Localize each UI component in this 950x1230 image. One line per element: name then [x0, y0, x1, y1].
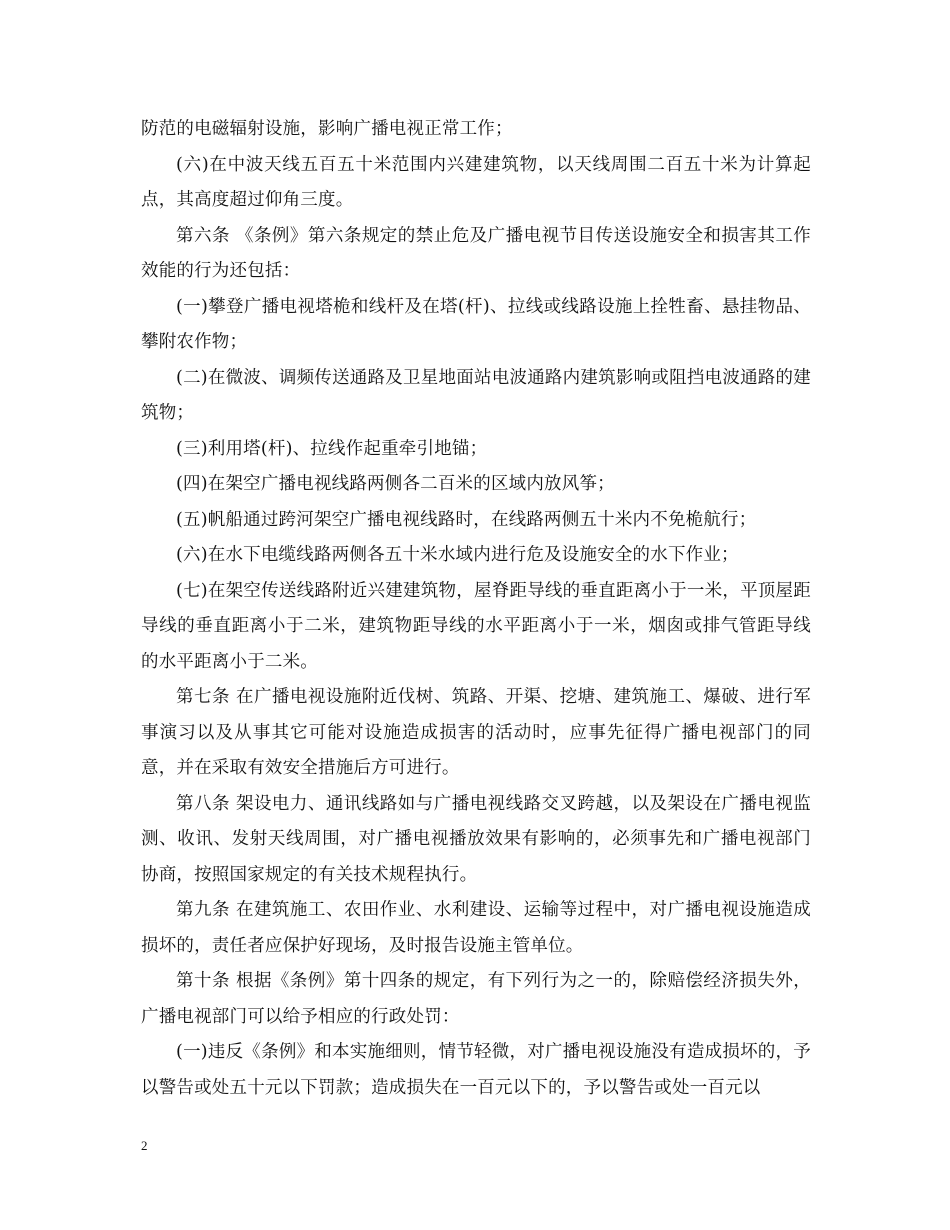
paragraph-article-9: 第九条 在建筑施工、农田作业、水利建设、运输等过程中，对广播电视设施造成损坏的，责任者应保护好现场，及时报告设施主管单位。	[141, 900, 811, 956]
paragraph-article-10-item-1: (一)违反《条例》和本实施细则，情节轻微，对广播电视设施没有造成损坏的，予以警告或处五十元以下罚款；造成损失在一百元以下的，予以警告或处一百元以	[141, 1042, 811, 1098]
paragraph-item-1: (一)攀登广播电视塔桅和线杆及在塔(杆)、拉线或线路设施上拴牲畜、悬挂物品、攀附农作物；	[141, 296, 811, 352]
paragraph-article-8: 第八条 架设电力、通讯线路如与广播电视线路交叉跨越，以及架设在广播电视监测、收讯、发射天线周围，对广播电视播放效果有影响的，必须事先和广播电视部门协商，按照国家规定的有关技术规程执行。	[141, 793, 811, 885]
paragraph-item-6: (六)在水下电缆线路两侧各五十米水域内进行危及设施安全的水下作业；	[176, 545, 739, 565]
paragraph-article-6: 第六条 《条例》第六条规定的禁止危及广播电视节目传送设施安全和损害其工作效能的行为还包括：	[141, 225, 811, 281]
paragraph-item-3: (三)利用塔(杆)、拉线作起重牵引地锚；	[176, 438, 488, 459]
paragraph-item-5: (五)帆船通过跨河架空广播电视线路时，在线路两侧五十米内不免桅航行；	[176, 509, 757, 530]
paragraph-item-2: (二)在微波、调频传送通路及卫星地面站电波通路内建筑影响或阻挡电波通路的建筑物；	[141, 367, 811, 423]
paragraph-item-7: (七)在架空传送线路附近兴建建筑物，屋脊距导线的垂直距离小于一米，平顶屋距导线的垂直距离小于二米，建筑物距导线的水平距离小于一米，烟囱或排气管距导线的水平距离小于二米。	[141, 580, 811, 672]
page-number: 2	[141, 1138, 148, 1153]
paragraph-continuation: 防范的电磁辐射设施，影响广播电视正常工作；	[141, 119, 513, 139]
paragraph-article-7: 第七条 在广播电视设施附近伐树、筑路、开渠、挖塘、建筑施工、爆破、进行军事演习以及从事其它可能对设施造成损害的活动时，应事先征得广播电视部门的同意，并在采取有效安全措施后方可进行。	[141, 687, 811, 778]
document-body	[141, 112, 811, 1106]
paragraph-article-10: 第十条 根据《条例》第十四条的规定，有下列行为之一的，除赔偿经济损失外，广播电视部门可以给予相应的行政处罚：	[141, 971, 811, 1027]
paragraph-item-6-medium-wave: (六)在中波天线五百五十米范围内兴建建筑物，以天线周围二百五十米为计算起点，其高度超过仰角三度。	[141, 154, 811, 210]
paragraph-item-4: (四)在架空广播电视线路两侧各二百米的区域内放风筝；	[176, 474, 615, 494]
